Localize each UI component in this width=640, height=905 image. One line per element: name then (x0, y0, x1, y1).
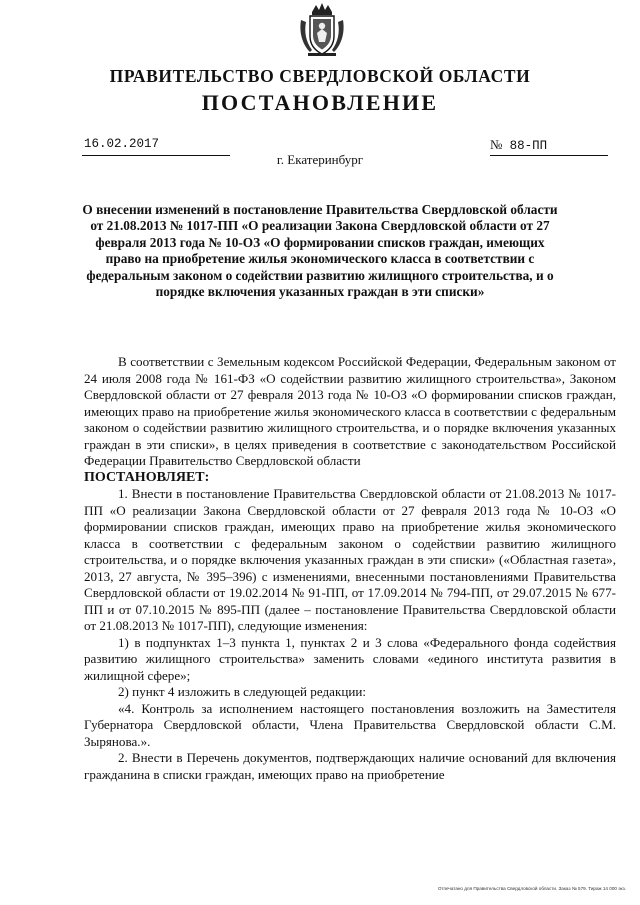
decree-word: ПОСТАНОВЛЯЕТ: (84, 469, 210, 485)
number-value: 88-ПП (509, 139, 548, 153)
decree-title: О внесении изменений в постановление Правительства Свердловской области от 21.08.2013 № 1017-ПП «О реализации Закона Свердловской области от 27 февраля 2013 года № 10-ОЗ «О формировании списков граждан, имеющих право на приобретение жилья экономического класса в соответствии с федеральным законом о содействии развитию жилищного строительства, и о порядке включения указанных граждан в эти списки» (82, 202, 558, 300)
decree-body (84, 354, 616, 783)
item-4-quote-paragraph: «4. Контроль за исполнением настоящего постановления возложить на Заместителя Губернатора Свердловской области, Члена Правительства Свердловской области С.М. Зырянова.». (84, 700, 616, 749)
issue-city: г. Екатеринбург (276, 152, 364, 167)
decree-date: 16.02.2017 (82, 137, 230, 156)
item-1-paragraph: 1. Внести в постановление Правительства Свердловской области от 21.08.2013 № 1017-ПП «О реализации Закона Свердловской области от 27 февраля 2013 года № 10-ОЗ «О формировании списков граждан, имеющих право на приобретение жилья экономического класса в соответствии с федеральным законом о содействии развитию жилищного строительства, и о порядке включения указанных граждан в эти списки» («Областная газета», 2013, 27 августа, № 395–396) с изменениями, внесенными постановлениями Правительства Свердловской области от 19.02.2014 № 91-ПП, от 17.09.2014 № 794-ПП, от 29.07.2015 № 677-ПП и от 07.10.2015 № 895-ПП (далее – постановление Правительства Свердловской области от 21.08.2013 № 1017-ПП), следующие изменения: (84, 486, 616, 633)
print-note: Отпечатано для Правительства Свердловской области. Заказ № 579. Тираж 14 000 экз. (437, 886, 626, 891)
government-name: ПРАВИТЕЛЬСТВО СВЕРДЛОВСКОЙ ОБЛАСТИ (109, 66, 531, 86)
subitem-1-paragraph: 1) в подпунктах 1–3 пункта 1, пунктах 2 и 3 слова «Федерального фонда содействия развитию жилищного строительства» заменить словами «единого института развития в жилищной сфере»; (84, 634, 616, 683)
number-prefix: № (490, 137, 503, 152)
item-2-paragraph: 2. Внести в Перечень документов, подтверждающих наличие оснований для включения гражданина в списки граждан, имеющих право на приобретение (84, 750, 616, 782)
document-kind: ПОСТАНОВЛЕНИЕ (201, 90, 439, 115)
coat-of-arms-icon (298, 2, 346, 58)
preamble-paragraph: В соответствии с Земельным кодексом Российской Федерации, Федеральным законом от 24 июля 2008 года № 161-ФЗ «О содействии развитию жилищного строительства», Законом Свердловской области от 27 февраля 2013 года № 10-ОЗ «О формировании списков граждан, имеющих право на приобретение жилья экономического класса в соответствии с федеральным законом о содействии развитию жилищного строительства, и о порядке включения указанных граждан в эти списки», в целях приведения в соответствие с законодательством Российской Федерации Правительство Свердловской области (84, 354, 616, 468)
subitem-2-paragraph: 2) пункт 4 изложить в следующей редакции: (118, 684, 366, 699)
